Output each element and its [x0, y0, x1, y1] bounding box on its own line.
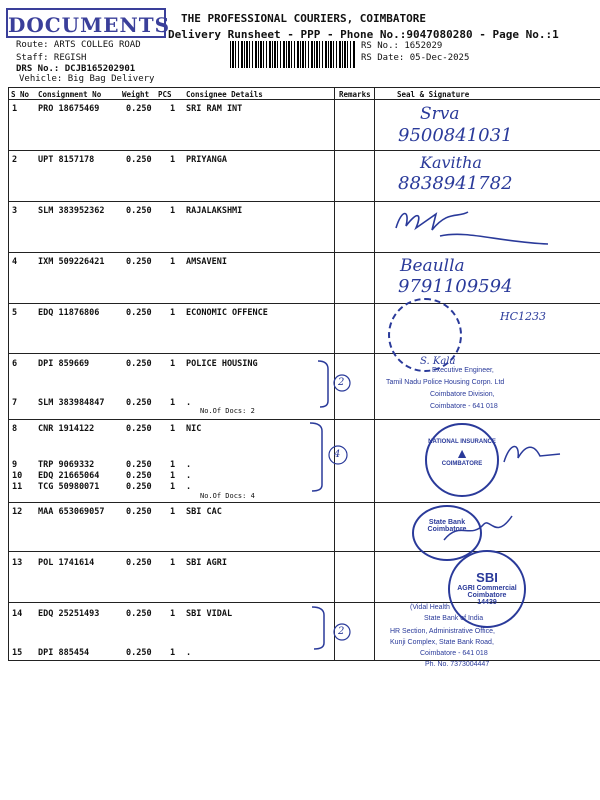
seal-text: COIMBATORE — [441, 461, 483, 467]
cell-wt: 0.250 — [126, 398, 152, 408]
vidal-seal-line: Kunji Complex, State Bank Road, — [390, 639, 494, 646]
cell-sno: 5 — [12, 308, 18, 318]
cell-cn: EDQ 11876806 — [38, 308, 100, 318]
cell-wt: 0.250 — [126, 558, 152, 568]
column-divider — [374, 87, 375, 660]
economic-offence-seal — [388, 298, 462, 372]
group-brackets — [300, 355, 360, 655]
cell-sno: 3 — [12, 206, 18, 216]
cell-consignee: POLICE HOUSING — [186, 359, 258, 369]
cell-sno: 9 — [12, 460, 18, 470]
nic-signature — [500, 432, 570, 472]
table-top-border — [8, 87, 600, 88]
signature-scribble — [388, 200, 568, 260]
cell-sno: 7 — [12, 398, 18, 408]
cell-pcs: 1 — [170, 558, 176, 568]
cell-cn: SLM 383984847 — [38, 398, 105, 408]
table-bottom-border — [8, 660, 600, 661]
cell-pcs: 1 — [170, 104, 176, 114]
cell-pcs: 1 — [170, 308, 176, 318]
cell-consignee: . — [186, 471, 192, 481]
cell-pcs: 1 — [170, 359, 176, 369]
police-seal-line: Coimbatore Division, — [430, 391, 495, 398]
cell-consignee: NIC — [186, 424, 202, 434]
handwritten-phone: 9791109594 — [398, 276, 513, 297]
cell-pcs: 1 — [170, 206, 176, 216]
cell-wt: 0.250 — [126, 257, 152, 267]
cell-wt: 0.250 — [126, 471, 152, 481]
handwritten-name: Beaulla — [400, 256, 465, 276]
cell-sno: 6 — [12, 359, 18, 369]
cell-cn: EDQ 21665064 — [38, 471, 100, 481]
cell-pcs: 1 — [170, 507, 176, 517]
cell-pcs: 1 — [170, 460, 176, 470]
cell-consignee: SBI VIDAL — [186, 609, 233, 619]
documents-stamp: DOCUMENTS — [6, 8, 166, 38]
column-divider — [8, 87, 9, 660]
handwritten-note: HC1233 — [500, 310, 547, 323]
cell-wt: 0.250 — [126, 308, 152, 318]
cell-sno: 10 — [12, 471, 23, 481]
cell-consignee: AMSAVENI — [186, 257, 227, 267]
cell-pcs: 1 — [170, 471, 176, 481]
vehicle-info: Vehicle: Big Bag Delivery — [19, 74, 155, 84]
seal-text: ▲ — [455, 445, 469, 461]
seal-text: AGRI Commercial — [457, 585, 517, 592]
cell-consignee: ECONOMIC OFFENCE — [186, 308, 268, 318]
table-header-border — [8, 99, 600, 100]
cell-cn: DPI 885454 — [38, 648, 90, 658]
cell-wt: 0.250 — [126, 206, 152, 216]
handwritten-phone: 8838941782 — [398, 173, 513, 194]
cell-sno: 13 — [12, 558, 23, 568]
handwritten-sign: S. Kala — [420, 356, 456, 367]
cell-sno: 14 — [12, 609, 23, 619]
cell-wt: 0.250 — [126, 359, 152, 369]
handwritten-phone: 9500841031 — [398, 125, 513, 146]
handwritten-count: 2 — [338, 377, 345, 388]
cell-sno: 11 — [12, 482, 23, 492]
cell-cn: PRO 18675469 — [38, 104, 100, 114]
cell-pcs: 1 — [170, 648, 176, 658]
vidal-seal-line: State Bank of India — [424, 615, 484, 622]
company-title: THE PROFESSIONAL COURIERS, COIMBATORE — [181, 12, 427, 25]
police-seal-line: Tamil Nadu Police Housing Corpn. Ltd — [386, 379, 505, 386]
cell-wt: 0.250 — [126, 648, 152, 658]
col-weight: Weight — [122, 90, 150, 99]
cell-sno: 2 — [12, 155, 18, 165]
cell-cn: TCG 50980071 — [38, 482, 100, 492]
cell-pcs: 1 — [170, 257, 176, 267]
vidal-seal-line: Coimbatore - 641 018 — [420, 650, 488, 657]
col-pcs: PCS — [158, 90, 172, 99]
handwritten-name: Srva — [420, 104, 460, 124]
national-insurance-seal — [425, 423, 499, 497]
cell-sno: 1 — [12, 104, 18, 114]
cell-sno: 8 — [12, 424, 18, 434]
handwritten-count: 4 — [334, 449, 341, 460]
police-seal-line: Coimbatore - 641 018 — [430, 403, 498, 410]
staff-info: Staff: REGISH — [16, 53, 87, 63]
col-remarks: Remarks — [339, 90, 371, 99]
cell-consignee: RAJALAKSHMI — [186, 206, 243, 216]
cell-consignee: SBI AGRI — [186, 558, 227, 568]
cell-consignee: . — [186, 460, 192, 470]
sbi-cac-signature — [440, 510, 520, 550]
rs-number: RS No.: 1652029 — [361, 41, 443, 51]
cell-cn: CNR 1914122 — [38, 424, 95, 434]
runsheet-subtitle: Delivery Runsheet - PPP - Phone No.:9047080280 - Page No.:1 — [168, 28, 559, 41]
cell-cn: POL 1741614 — [38, 558, 95, 568]
col-consignee: Consignee Details — [186, 90, 263, 99]
cell-consignee: SBI CAC — [186, 507, 222, 517]
cell-sno: 15 — [12, 648, 23, 658]
cell-wt: 0.250 — [126, 155, 152, 165]
seal-text: Coimbatore — [427, 526, 467, 533]
vidal-seal-line: Ph. No. 7373004447 — [425, 661, 490, 668]
route-info: Route: ARTS COLLEG ROAD — [16, 40, 141, 50]
handwritten-name: Kavitha — [420, 153, 482, 172]
cell-cn: EDQ 25251493 — [38, 609, 100, 619]
col-sno: S No — [11, 90, 30, 99]
row-divider — [8, 303, 600, 304]
col-consignment: Consignment No — [38, 90, 102, 99]
cell-cn: UPT 8157178 — [38, 155, 95, 165]
cell-consignee: . — [186, 648, 192, 658]
cell-wt: 0.250 — [126, 482, 152, 492]
cell-cn: SLM 383952362 — [38, 206, 105, 216]
cell-consignee: . — [186, 398, 192, 408]
cell-pcs: 1 — [170, 424, 176, 434]
handwritten-count: 2 — [338, 626, 345, 637]
cell-sno: 12 — [12, 507, 23, 517]
barcode — [230, 41, 356, 68]
cell-wt: 0.250 — [126, 104, 152, 114]
cell-cn: IXM 509226421 — [38, 257, 105, 267]
seal-text: 14439 — [477, 599, 497, 606]
cell-consignee: PRIYANGA — [186, 155, 227, 165]
cell-cn: DPI 859669 — [38, 359, 90, 369]
rs-date: RS Date: 05-Dec-2025 — [361, 53, 470, 63]
docs-count-note: No.Of Docs: 2 — [200, 407, 255, 415]
cell-consignee: SRI RAM INT — [186, 104, 243, 114]
cell-wt: 0.250 — [126, 609, 152, 619]
cell-wt: 0.250 — [126, 460, 152, 470]
docs-count-note: No.Of Docs: 4 — [200, 492, 255, 500]
cell-sno: 4 — [12, 257, 18, 267]
vidal-seal-line: HR Section, Administrative Office, — [390, 628, 495, 635]
cell-pcs: 1 — [170, 155, 176, 165]
seal-text: Coimbatore — [467, 592, 507, 599]
cell-pcs: 1 — [170, 398, 176, 408]
cell-pcs: 1 — [170, 482, 176, 492]
col-seal-signature: Seal & Signature — [397, 90, 470, 99]
vidal-seal-line: (Vidal Health — [410, 604, 450, 611]
drs-number: DRS No.: DCJB165202901 — [16, 64, 136, 74]
seal-text: State Bank — [428, 519, 466, 526]
seal-text: SBI — [476, 570, 498, 585]
cell-wt: 0.250 — [126, 424, 152, 434]
cell-consignee: . — [186, 482, 192, 492]
row-divider — [8, 353, 600, 354]
cell-cn: TRP 9069332 — [38, 460, 95, 470]
police-seal-line: Executive Engineer, — [432, 367, 494, 374]
row-divider — [8, 150, 600, 151]
cell-pcs: 1 — [170, 609, 176, 619]
seal-text: NATIONAL INSURANCE — [428, 439, 496, 445]
cell-wt: 0.250 — [126, 507, 152, 517]
cell-cn: MAA 653069057 — [38, 507, 105, 517]
